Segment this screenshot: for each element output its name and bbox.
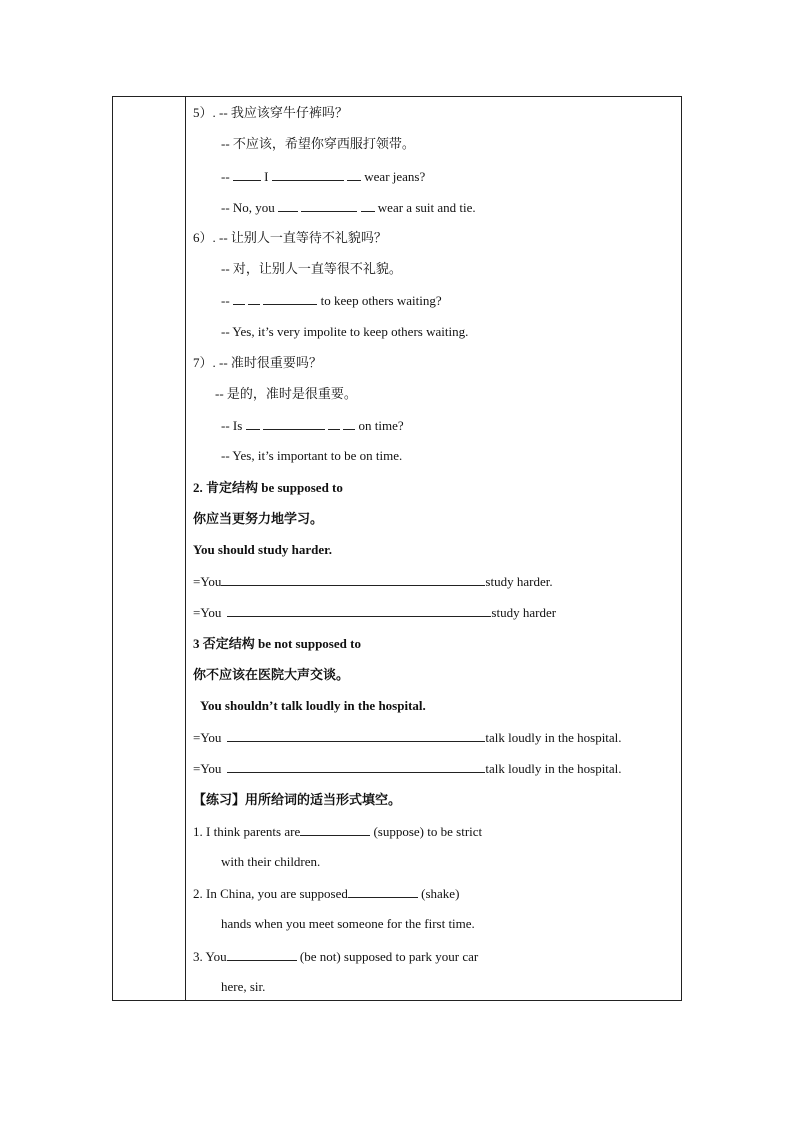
blank[interactable] (301, 199, 357, 212)
q6-question-en (221, 292, 442, 309)
section3-en: You shouldn’t talk loudly in the hospital. (200, 698, 426, 713)
q5-a-prefix: -- No, you (221, 200, 275, 215)
blank[interactable] (347, 168, 361, 181)
section2-line2 (193, 604, 556, 621)
section3-line2-tail: talk loudly in the hospital. (485, 761, 622, 776)
q6-q-tail: to keep others waiting? (320, 293, 442, 308)
q6-header: 6）. -- 让别人一直等待不礼貌吗？ (193, 230, 387, 245)
q7-answer-en: -- Yes, it’s important to be on time. (221, 448, 403, 463)
q6-answer-cn: -- 对，让别人一直等很不礼貌。 (221, 261, 402, 276)
blank[interactable] (278, 199, 298, 212)
blank[interactable] (328, 417, 340, 430)
q5-a-tail: wear a suit and tie. (377, 200, 476, 215)
q5-answer-en (221, 199, 476, 216)
blank[interactable] (227, 729, 485, 742)
blank[interactable] (300, 823, 370, 836)
blank[interactable] (233, 168, 261, 181)
q7-header: 7）. -- 准时很重要吗？ (193, 355, 322, 370)
section2-en: You should study harder. (193, 542, 332, 557)
section3-cn: 你不应该在医院大声交谈。 (193, 667, 350, 682)
section3-line1-tail: talk loudly in the hospital. (485, 730, 622, 745)
blank[interactable] (248, 292, 260, 305)
section3-line1 (193, 729, 622, 746)
q6-answer-en: -- Yes, it’s very impolite to keep others waiting. (221, 324, 469, 339)
q5-q-prefix: -- (221, 169, 230, 184)
blank[interactable] (246, 417, 260, 430)
content-cell (193, 97, 681, 1000)
blank[interactable] (227, 760, 485, 773)
worksheet-table (112, 96, 682, 1001)
blank[interactable] (227, 948, 297, 961)
section2-cn: 你应当更努力地学习。 (193, 511, 324, 526)
blank[interactable] (348, 885, 418, 898)
blank[interactable] (221, 573, 485, 586)
practice-item-3-hint: (be not) supposed to park your car (299, 949, 479, 964)
q5-answer-cn: -- 不应该，希望你穿西服打领带。 (221, 136, 415, 151)
q5-header: 5）. -- 我应该穿牛仔裤吗？ (193, 105, 348, 120)
blank[interactable] (272, 168, 344, 181)
practice-item-2-hint: (shake) (421, 886, 460, 901)
section2-line1-prefix: =You (193, 574, 222, 589)
section2-line2-prefix: =You (193, 605, 222, 620)
section3-line2 (193, 760, 622, 777)
q7-answer-cn: -- 是的，准时是很重要。 (215, 386, 357, 401)
q5-q-tail: wear jeans? (364, 169, 426, 184)
practice-item-1-hint: (suppose) to be strict (373, 824, 483, 839)
blank[interactable] (343, 417, 355, 430)
column-divider (185, 97, 186, 1000)
blank[interactable] (263, 417, 325, 430)
section2-line1 (193, 573, 553, 590)
practice-item-1 (193, 823, 482, 840)
section2-line1-tail: study harder. (485, 574, 553, 589)
practice-item-1-cont: with their children. (221, 854, 321, 869)
practice-item-2-prefix: 2. In China, you are supposed (193, 886, 348, 901)
section3-title: 3 否定结构 be not supposed to (193, 636, 361, 651)
q7-q-prefix: -- Is (221, 418, 243, 433)
blank[interactable] (263, 292, 317, 305)
practice-item-3-cont: here, sir. (221, 979, 266, 994)
practice-item-3-prefix: 3. You (193, 949, 227, 964)
section3-line2-prefix: =You (193, 761, 222, 776)
practice-item-1-prefix: 1. I think parents are (193, 824, 301, 839)
q7-question-en (221, 417, 404, 434)
blank[interactable] (227, 604, 491, 617)
q5-question-en (221, 168, 425, 185)
section2-title: 2. 肯定结构 be supposed to (193, 480, 343, 495)
practice-item-2 (193, 885, 459, 902)
section3-line1-prefix: =You (193, 730, 222, 745)
q7-q-tail: on time? (358, 418, 404, 433)
q6-q-prefix: -- (221, 293, 230, 308)
blank[interactable] (361, 199, 375, 212)
practice-item-2-cont: hands when you meet someone for the first time. (221, 916, 475, 931)
section2-line2-tail: study harder (491, 605, 557, 620)
practice-item-3 (193, 948, 478, 965)
q5-q-word: I (264, 169, 269, 184)
practice-title: 【练习】用所给词的适当形式填空。 (193, 792, 402, 807)
blank[interactable] (233, 292, 245, 305)
